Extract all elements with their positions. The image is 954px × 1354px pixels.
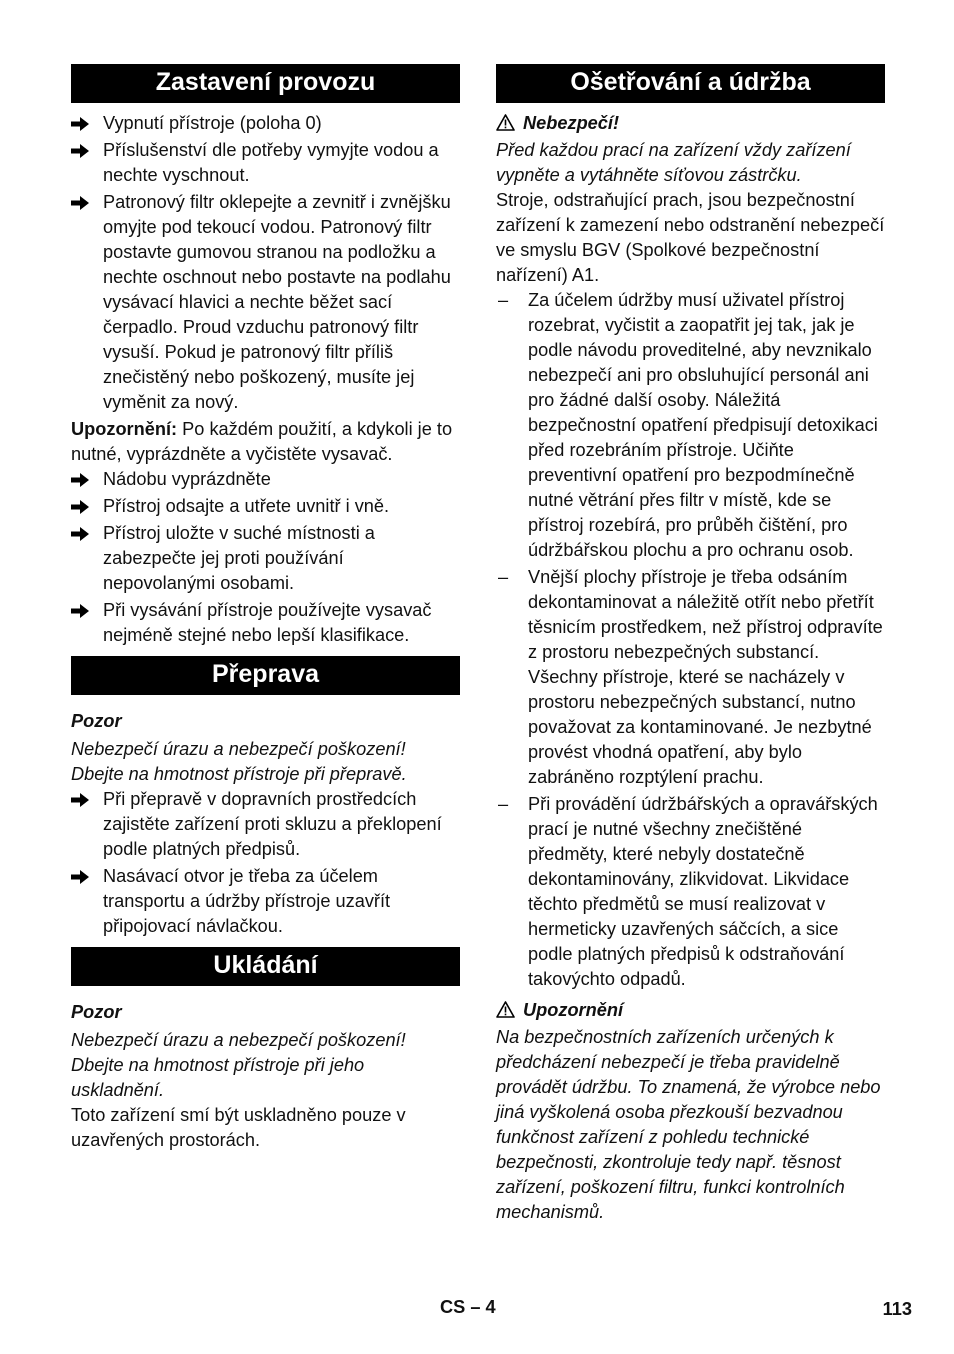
caution-heading: Pozor [71,1002,122,1022]
notice-text: Na bezpečnostních zařízeních určených k předcházení nebezpečí je třeba pravidelně provádět údržbu. To znamená, že výrobce nebo jiná vyškolená osoba přezkouší bezvadnou funkčnost zařízení z pohledu technické bezpečnosti, zkontroluje tedy např. těsnost zařízení, poškození filtru, funkci kontrolních mechanismů. [496,1027,881,1222]
danger-heading: Nebezpečí! [496,111,885,136]
danger-text: Stroje, odstraňující prach, jsou bezpečnostní zařízení k zamezení nebo odstranění nebezpečí ve smyslu BGV (Spolkové bezpečnostní nařízení) A1. [496,190,885,285]
arrow-icon [71,111,97,131]
danger-text-italic: Před každou prací na zařízení vždy zařízení vypněte a vytáhněte síťovou zástrčku. [496,140,851,185]
arrow-icon [71,864,97,884]
list-item: Nádobu vyprázdněte [71,467,460,492]
warning-triangle-icon [496,114,515,131]
arrow-icon [71,190,97,210]
dash-item: – Vnější plochy přístroje je třeba odsáním dekontaminovat a náležitě otřít nebo přetřít těsnicím prostředkem, než přístroj odpravíte z prostoru nebezpečných substancí. Všechny přístroje, které se nacházely v prostoru nebezpečných substancí, nutno považovat za kontaminované. Je nezbytné provést vhodná opatření, aby bylo zabráněno rozptýlení prachu. [498,567,883,787]
arrow-icon [71,138,97,158]
list-item: Přístroj odsajte a utřete uvnitř i vně. [71,494,460,519]
right-column [496,64,885,1225]
list-item: Při přepravě v dopravních prostředcích zajistěte zařízení proti skluzu a překlopení podle platných předpisů. [71,787,460,862]
arrow-icon [71,494,97,514]
list-item: Vypnutí přístroje (poloha 0) [71,111,460,136]
section-title-ukladani: Ukládání [71,947,460,986]
arrow-icon [71,467,97,487]
section-title-zastaveni: Zastavení provozu [71,64,460,103]
dash-item: – Při provádění údržbářských a opravářských prací je nutné všechny znečištěné předměty, které nebyly dostatečně dekontaminovány, zlikvidovat. Likvidace těchto předmětů se musí realizovat v hermeticky uzavřených sáčcích, a sice podle platných předpisů k odstraňování takovýchto odpadů. [498,794,878,989]
notice-heading: Upozornění [496,998,885,1023]
arrow-icon [71,521,97,541]
arrow-icon [71,598,97,618]
list-item: Patronový filtr oklepejte a zevnitř i zvnějšku omyjte pod tekoucí vodou. Patronový filtr postavte gumovou stranou na podložku a nechte oschnout nebo postavte na podlahu vysávací hlavici a nechte běžet sací čerpadlo. Proud vzduchu patronový filtr vysuší. Pokud je patronový filtr příliš znečistěný nebo poškozený, musíte jej vyměnit za nový. [71,190,460,415]
list-item: Při vysávání přístroje používejte vysavač nejméně stejné nebo lepší klasifikace. [71,598,460,648]
page-number: 113 [882,1299,912,1319]
note-paragraph: Upozornění: Po každém použití, a kdykoli je to nutné, vyprázdněte a vyčistěte vysavač. [71,419,453,464]
section-title-udrzba: Ošetřování a údržba [496,64,885,103]
caution-heading: Pozor [71,711,122,731]
warning-text: Nebezpečí úrazu a nebezpečí poškození! [71,1030,406,1050]
arrow-icon [71,787,97,807]
list-item: Přístroj uložte v suché místnosti a zabezpečte jej proti používání nepovolanými osobami. [71,521,460,596]
dash-item: – Za účelem údržby musí uživatel přístroj rozebrat, vyčistit a zaopatřit jej tak, jak je podle návodu proveditelné, aby nevznikalo nebezpečí ani pro obsluhující personál ani pro žádné další osoby. Náležitá bezpečnostní opatření předpisují detoxikaci před rozebráním přístroje. Učiňte preventivní opatření pro bezpodmínečně nutné větrání přes filtr v místě, kde se přístroj rozebírá, pro průběh čištění, pro údržbářskou plochu a pro ochranu osob. [498,290,878,560]
storage-text: Toto zařízení smí být uskladněno pouze v uzavřených prostorách. [71,1105,406,1150]
section-title-preprava: Přeprava [71,656,460,695]
warning-triangle-icon [496,1001,515,1018]
left-column [71,64,460,1153]
warning-text: Dbejte na hmotnost přístroje při jeho uskladnění. [71,1055,365,1100]
list-item: Nasávací otvor je třeba za účelem transportu a údržby přístroje uzavřít připojovací návlačkou. [71,864,460,939]
warning-text: Dbejte na hmotnost přístroje při přepravě. [71,764,407,784]
warning-text: Nebezpečí úrazu a nebezpečí poškození! [71,739,406,759]
footer-section-label: CS – 4 [440,1297,496,1317]
list-item: Příslušenství dle potřeby vymyjte vodou a nechte vyschnout. [71,138,460,188]
